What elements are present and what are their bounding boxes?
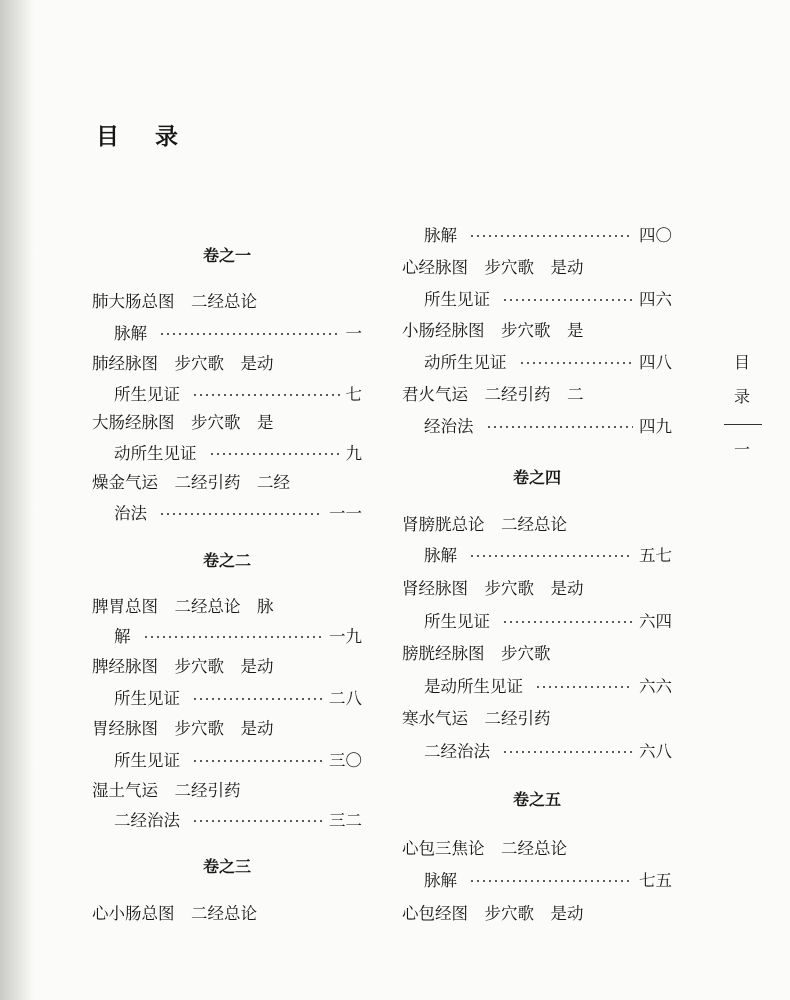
leader-dots: [192, 394, 340, 396]
toc-entry: [424, 539, 672, 573]
entry-label: 动所生见证: [114, 444, 197, 463]
entry-label: 二经治法: [424, 742, 490, 761]
page-number: 四六: [639, 290, 672, 309]
toc-entry: 脾经脉图 步穴歌 是动: [92, 657, 274, 676]
toc-entry: 肺大肠总图 二经总论: [92, 292, 257, 311]
leader-dots: [486, 426, 634, 428]
entry-label: 脉解: [424, 546, 457, 565]
leader-dots: [192, 698, 323, 700]
side-label-char: 目: [733, 353, 750, 372]
page-number: 三〇: [329, 751, 362, 770]
leader-dots: [192, 760, 323, 762]
leader-dots: [192, 820, 323, 822]
book-spine-shadow: [0, 0, 34, 1000]
page-number: 五七: [639, 546, 672, 565]
toc-entry: 胃经脉图 步穴歌 是动: [92, 719, 274, 738]
toc-entry: 燥金气运 二经引药 二经: [92, 473, 290, 492]
toc-entry: [424, 346, 672, 380]
toc-entry: 肾膀胱总论 二经总论: [402, 515, 567, 534]
entry-label: 脉解: [114, 324, 147, 343]
leader-dots: [469, 880, 633, 882]
toc-entry: [424, 735, 672, 769]
entry-label: 脉解: [424, 226, 457, 245]
toc-entry: [424, 283, 672, 317]
toc-entry: [114, 317, 362, 351]
toc-entry: 君火气运 二经引药 二: [402, 385, 584, 404]
entry-label: 解: [114, 627, 131, 646]
page-number: 七五: [639, 871, 672, 890]
entry-label: 是动所生见证: [424, 677, 523, 696]
toc-entry: [424, 864, 672, 898]
leader-dots: [519, 362, 634, 364]
toc-entry: [114, 744, 362, 778]
entry-label: 所生见证: [424, 290, 490, 309]
toc-entry: 脾胃总图 二经总论 脉: [92, 597, 274, 616]
page-number: 四〇: [639, 226, 672, 245]
toc-entry: 膀胱经脉图 步穴歌: [402, 644, 551, 663]
entry-label: 所生见证: [114, 689, 180, 708]
leader-dots: [159, 513, 323, 515]
entry-label: 二经治法: [114, 811, 180, 830]
page-title: 目 录: [96, 123, 193, 150]
page-number: 一: [345, 324, 362, 343]
page-number: 九: [345, 444, 362, 463]
entry-label: 所生见证: [114, 751, 180, 770]
entry-label: 动所生见证: [424, 353, 507, 372]
toc-entry: [424, 410, 672, 444]
page-number: 六八: [639, 742, 672, 761]
entry-label: 治法: [114, 504, 147, 523]
page-number: 一九: [329, 627, 362, 646]
volume-heading: 卷之一: [202, 246, 251, 265]
page-number: 三二: [329, 811, 362, 830]
leader-dots: [143, 636, 324, 638]
toc-entry: 心包经图 步穴歌 是动: [402, 904, 584, 923]
page-number: 四九: [639, 417, 672, 436]
toc-entry: 肾经脉图 步穴歌 是动: [402, 579, 584, 598]
leader-dots: [159, 333, 340, 335]
toc-entry: 心包三焦论 二经总论: [402, 839, 567, 858]
leader-dots: [502, 299, 633, 301]
page-number: 六六: [639, 677, 672, 696]
page-number: 四八: [639, 353, 672, 372]
toc-entry: 肺经脉图 步穴歌 是动: [92, 354, 274, 373]
toc-entry: 寒水气运 二经引药: [402, 709, 551, 728]
side-page-number: 一: [733, 440, 750, 459]
leader-dots: [469, 235, 633, 237]
toc-entry: [424, 670, 672, 704]
volume-heading: 卷之二: [202, 551, 251, 570]
volume-heading: 卷之四: [512, 468, 561, 487]
page-number: 二八: [329, 689, 362, 708]
toc-entry: [114, 804, 362, 838]
toc-entry: [424, 219, 672, 253]
toc-entry: [114, 620, 362, 654]
page-number: 七: [345, 385, 362, 404]
side-running-header: [724, 346, 760, 467]
toc-entry: 心小肠总图 二经总论: [92, 904, 257, 923]
toc-entry: [114, 682, 362, 716]
toc-entry: [114, 497, 362, 531]
toc-entry: 小肠经脉图 步穴歌 是: [402, 321, 584, 340]
toc-entry: 心经脉图 步穴歌 是动: [402, 258, 584, 277]
volume-heading: 卷之三: [202, 857, 251, 876]
toc-entry: 湿土气运 二经引药: [92, 781, 241, 800]
leader-dots: [535, 686, 633, 688]
side-label-char: 录: [733, 387, 750, 406]
volume-heading: 卷之五: [512, 790, 561, 809]
leader-dots: [469, 555, 633, 557]
toc-entry: [424, 605, 672, 639]
leader-dots: [502, 751, 633, 753]
leader-dots: [502, 621, 633, 623]
leader-dots: [209, 453, 340, 455]
entry-label: 经治法: [424, 417, 474, 436]
toc-entry: 大肠经脉图 步穴歌 是: [92, 413, 274, 432]
entry-label: 脉解: [424, 871, 457, 890]
page-number: 六四: [639, 612, 672, 631]
entry-label: 所生见证: [114, 385, 180, 404]
entry-label: 所生见证: [424, 612, 490, 631]
side-divider: [724, 424, 762, 425]
page-number: 一一: [329, 504, 362, 523]
